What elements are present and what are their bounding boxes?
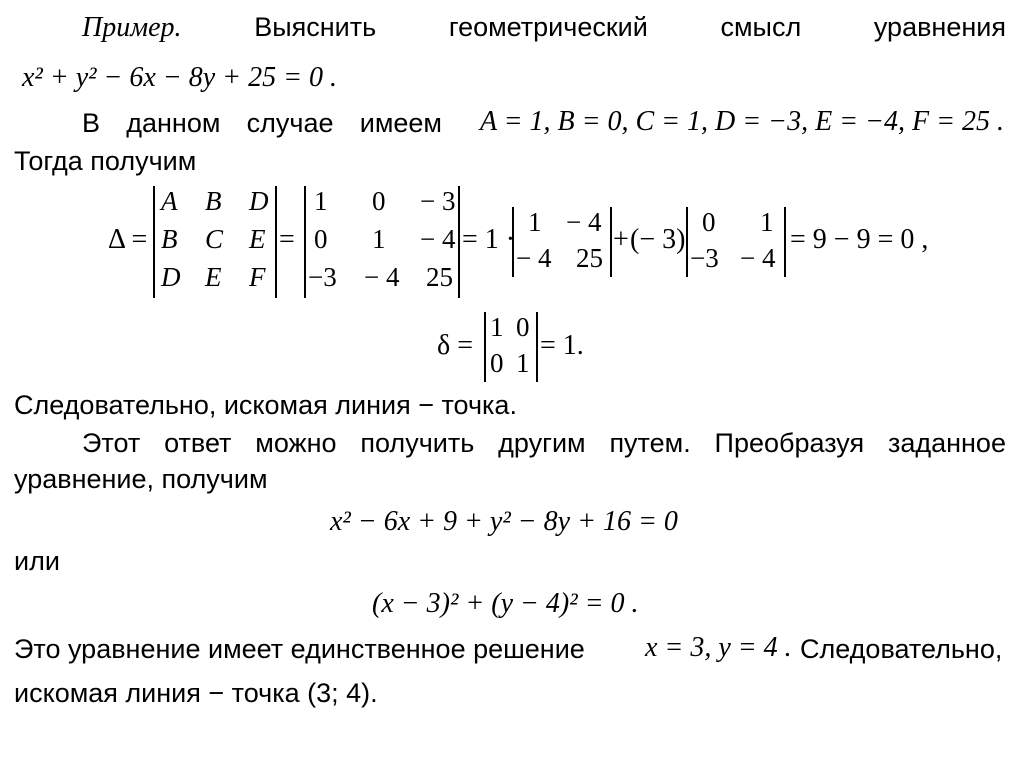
det-cell: 25 xyxy=(576,243,603,273)
symbolic-determinant xyxy=(153,186,277,298)
delta-result: = 9 − 9 = 0 , xyxy=(790,224,929,255)
det-cell: − 4 xyxy=(420,224,456,254)
given-word: В xyxy=(82,108,101,138)
given-words xyxy=(82,108,442,139)
final-line: искомая линия − точка (3; 4). xyxy=(14,678,378,708)
example-label: Пример. xyxy=(82,12,182,43)
another-way-word: ответ xyxy=(164,428,232,458)
det-cell: 0 xyxy=(490,348,504,378)
det-cell: 0 xyxy=(702,207,716,237)
det-cell: E xyxy=(249,224,266,254)
det-cell: D xyxy=(249,186,269,216)
minor-determinant-2 xyxy=(686,207,786,277)
solution-words-before: Это уравнение имеет единственное решение xyxy=(14,634,585,664)
eq-one-times: = 1 · xyxy=(462,224,516,255)
det-cell: − 4 xyxy=(516,243,552,273)
solution-equation: x = 3, y = 4 . xyxy=(645,632,792,663)
example-word: геометрический xyxy=(448,12,648,42)
another-way-line-2: уравнение, получим xyxy=(14,464,268,494)
det-cell: C xyxy=(205,224,224,254)
small-delta-symbol: δ = xyxy=(437,330,473,361)
det-cell: − 4 xyxy=(364,262,400,292)
expanded-equation: x² − 6x + 9 + y² − 8y + 16 = 0 xyxy=(330,506,678,537)
another-way-word: другим xyxy=(498,428,586,458)
solution-words-after: Следовательно, xyxy=(800,634,1003,664)
given-word: случае xyxy=(246,108,334,138)
det-cell: 1 xyxy=(314,186,328,216)
example-word: смысл xyxy=(720,12,802,42)
equals-sign: = xyxy=(279,224,295,255)
numeric-determinant xyxy=(304,186,460,298)
minor-determinant-1 xyxy=(512,207,612,277)
delta-symbol: Δ = xyxy=(108,224,148,255)
factor-minus-three: (− 3) xyxy=(630,224,686,255)
solution-line xyxy=(14,634,585,665)
det-cell: F xyxy=(249,262,266,292)
another-way-word: путем. xyxy=(609,428,691,458)
squares-equation: (x − 3)² + (y − 4)² = 0 . xyxy=(372,588,639,619)
det-cell: −3 xyxy=(308,262,337,292)
det-cell: − 4 xyxy=(740,243,776,273)
det-cell: A xyxy=(161,186,178,216)
small-delta-result: = 1. xyxy=(540,330,584,361)
det-cell: 0 xyxy=(314,224,328,254)
another-way-word: Этот xyxy=(82,428,141,458)
plus-sign: + xyxy=(613,224,629,255)
conclusion-1: Следовательно, искомая линия − точка. xyxy=(14,390,517,420)
another-way-word: заданное xyxy=(887,428,1006,458)
det-cell: − 3 xyxy=(420,186,456,216)
another-way-word: получить xyxy=(360,428,475,458)
given-word: имеем xyxy=(359,108,442,138)
another-way-word: можно xyxy=(255,428,337,458)
det-cell: 0 xyxy=(516,312,530,342)
another-way-line xyxy=(82,428,1006,459)
example-line xyxy=(82,12,1006,44)
det-cell: − 4 xyxy=(566,207,602,237)
coefficients: A = 1, B = 0, C = 1, D = −3, E = −4, F = 25 . xyxy=(480,106,1004,137)
det-cell: 0 xyxy=(372,186,386,216)
det-cell: −3 xyxy=(690,243,719,273)
det-cell: B xyxy=(161,224,178,254)
det-cell: 1 xyxy=(490,312,504,342)
det-cell: D xyxy=(161,262,181,292)
det-cell: B xyxy=(205,186,222,216)
or-text: или xyxy=(14,546,60,576)
example-equation: x² + y² − 6x − 8y + 25 = 0 . xyxy=(22,62,337,93)
given-word: данном xyxy=(126,108,221,138)
det-cell: 1 xyxy=(528,207,542,237)
det-cell: 1 xyxy=(760,207,774,237)
small-delta-determinant xyxy=(484,312,538,382)
another-way-word: Преобразуя xyxy=(714,428,865,458)
example-word: уравнения xyxy=(873,12,1006,42)
det-cell: E xyxy=(205,262,222,292)
det-cell: 25 xyxy=(426,262,453,292)
det-cell: 1 xyxy=(372,224,386,254)
then-text: Тогда получим xyxy=(14,146,197,176)
example-word: Выяснить xyxy=(254,12,377,42)
det-cell: 1 xyxy=(516,348,530,378)
